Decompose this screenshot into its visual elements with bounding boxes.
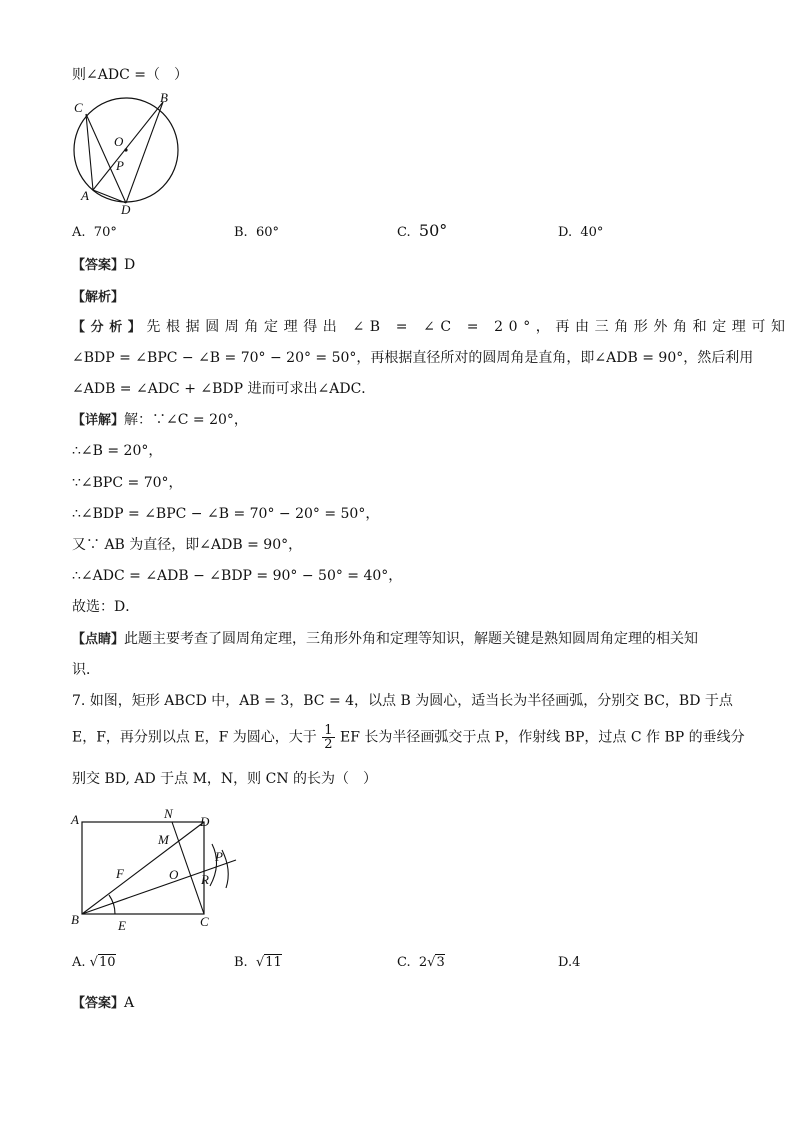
chord-ca	[86, 114, 93, 190]
diagonal-bd	[82, 822, 204, 914]
q7-option-a: A. √10	[72, 955, 116, 970]
label-r: R	[201, 872, 209, 887]
q6-fenxi-line2: ∠BDP = ∠BPC − ∠B = 70° − 20° = 50°，再根据直径所对的圆周角是直角，即∠ADB = 90°，然后利用	[72, 350, 754, 366]
q6-fenxi-line3: ∠ADB = ∠ADC + ∠BDP 进而可求出∠ADC．	[72, 381, 376, 397]
label-c: C	[74, 100, 83, 115]
label-b: B	[160, 90, 168, 105]
fraction-half: $\frac{1}{2}$	[324, 723, 333, 752]
label-a: A	[81, 188, 89, 203]
label-b: B	[71, 912, 79, 927]
q6-stem-tail: 则∠ADC =（ ）	[72, 67, 188, 83]
q6-detail-line5: 又∵ AB 为直径，即∠ADB = 90°，	[72, 537, 303, 553]
label-o: O	[169, 867, 179, 882]
q6-detail-line3: ∵∠BPC = 70°，	[72, 475, 183, 491]
chord-bd	[126, 102, 163, 203]
q6-option-c: C. 50°	[397, 221, 448, 240]
q6-detail-line4: ∴∠BDP = ∠BPC − ∠B = 70° − 20° = 50°，	[72, 506, 380, 522]
q7-answer: 【答案】A	[72, 995, 135, 1011]
q7-option-c: C. 2√3	[397, 955, 445, 970]
q7-stem-line2: E，F，再分别以点 E，F 为圆心，大于 $\frac{1}{2}$ EF 长为半径画弧交于点 P，作射线 BP，过点 C 作 BP 的垂线分	[72, 723, 745, 752]
label-n: N	[164, 806, 173, 821]
q6-fenxi-line1: 【分析】先根据圆周角定理得出 ∠B = ∠C = 20°，再由三角形外角和定理可知	[72, 319, 791, 335]
center-dot	[124, 148, 127, 151]
diameter-ba	[93, 102, 163, 190]
q6-analysis-heading: 【解析】	[72, 290, 125, 305]
q7-option-d: D.4	[558, 955, 581, 970]
label-p: P	[215, 849, 223, 864]
label-p: P	[116, 158, 124, 173]
q7-stem-line3: 别交 BD, AD 于点 M，N，则 CN 的长为（ ）	[72, 771, 378, 787]
q6-detail-line6: ∴∠ADC = ∠ADB − ∠BDP = 90° − 50° = 40°，	[72, 568, 403, 584]
q6-detail-line1: 【详解】解：∵∠C = 20°，	[72, 412, 248, 428]
label-e: E	[118, 918, 126, 933]
q6-detail-line7: 故选：D．	[72, 599, 140, 615]
label-d: D	[121, 202, 131, 217]
q6-option-b: B. 60°	[234, 225, 279, 240]
label-c: C	[200, 914, 209, 929]
q6-option-a: A. 70°	[72, 225, 117, 240]
q6-option-d: D. 40°	[558, 225, 604, 240]
q7-stem-line1: 7. 如图，矩形 ABCD 中，AB = 3，BC = 4，以点 B 为圆心，适当长为半径画弧，分别交 BC，BD 于点	[72, 693, 733, 709]
q7-rectangle-figure	[64, 806, 254, 936]
q6-circle-figure	[64, 90, 188, 218]
q6-detail-line2: ∴∠B = 20°，	[72, 443, 163, 459]
ray-bp	[82, 860, 236, 914]
label-a: A	[71, 812, 79, 827]
q6-answer: 【答案】D	[72, 257, 136, 273]
q6-dianjing-line2: 识．	[72, 662, 100, 678]
label-d: D	[200, 814, 210, 829]
label-o: O	[114, 134, 124, 149]
q6-dianjing-line1: 【点睛】此题主要考查了圆周角定理，三角形外角和定理等知识，解题关键是熟知圆周角定理的相关知	[72, 631, 699, 647]
label-f: F	[116, 866, 124, 881]
label-m: M	[158, 832, 169, 847]
q7-option-b: B. √11	[234, 955, 282, 970]
